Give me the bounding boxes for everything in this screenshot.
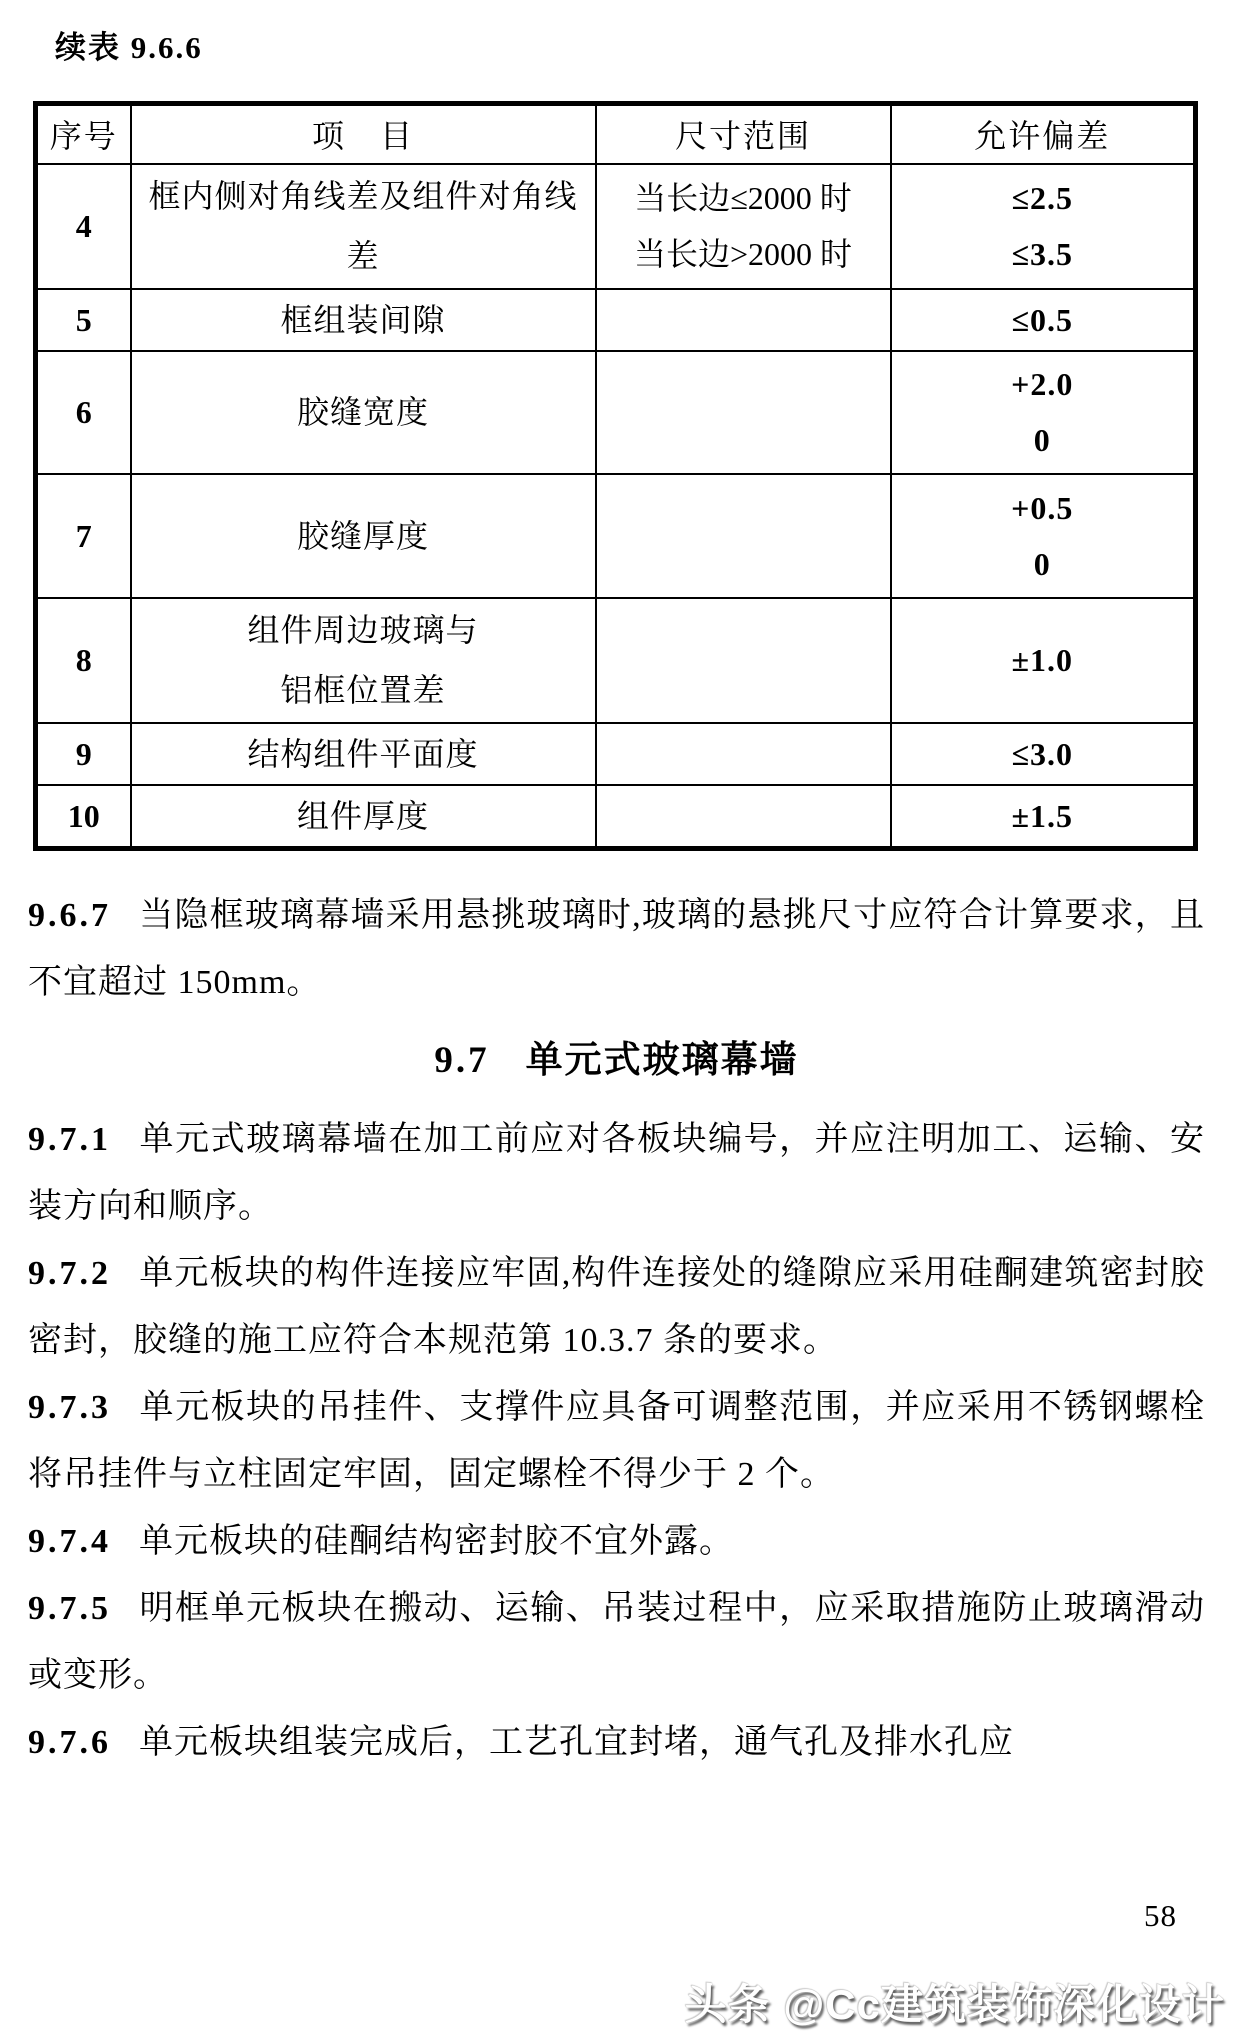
cell-line: 组件周边玻璃与 — [247, 612, 479, 648]
table-row — [36, 598, 1196, 723]
cell-item — [131, 785, 596, 849]
table-caption: 续表 9.6.6 — [55, 30, 203, 65]
clause-text: 单元板块组装完成后，工艺孔宜封堵，通气孔及排水孔应 — [139, 1724, 1014, 1761]
table-row — [36, 351, 1196, 474]
clause-text: 单元板块的构件连接应牢固,构件连接处的缝隙应采用硅酮建筑密封胶密封，胶缝的施工应符合本规范第 10.3.7 条的要求。 — [28, 1255, 1205, 1359]
cell-line: 6 — [75, 394, 92, 430]
clause-paragraph — [28, 1374, 1205, 1508]
watermark: 头条 @Cc建筑装饰深化设计 — [684, 1981, 1225, 2028]
clause-number: 9.7.6 — [28, 1724, 111, 1761]
clause-number: 9.7.4 — [28, 1523, 111, 1560]
cell-no — [36, 474, 131, 598]
section-heading — [28, 1032, 1205, 1090]
cell-line: ≤2.5 — [1011, 180, 1074, 216]
cell-tolerance — [891, 474, 1196, 598]
cell-item — [131, 723, 596, 785]
cell-line: 7 — [75, 517, 92, 554]
clause-paragraph — [28, 1709, 1205, 1776]
cell-line: +2.0 — [1011, 366, 1074, 402]
cell-line: ≤0.5 — [1011, 301, 1074, 338]
clause-text: 单元板块的硅酮结构密封胶不宜外露。 — [139, 1523, 734, 1560]
cell-tolerance — [891, 351, 1196, 474]
cell-range — [596, 351, 891, 474]
cell-range — [596, 723, 891, 785]
cell-no — [36, 785, 131, 849]
cell-line: 5 — [75, 301, 92, 338]
cell-line: 0 — [1033, 545, 1051, 582]
cell-line: 组件厚度 — [296, 797, 429, 834]
clause-number: 9.7.3 — [28, 1389, 111, 1426]
column-header: 序号 — [36, 104, 131, 164]
clause-number: 9.6.7 — [28, 897, 111, 934]
spec-table-header-row — [36, 104, 1196, 164]
cell-line: 胶缝厚度 — [296, 517, 429, 554]
cell-item — [131, 289, 596, 351]
section-title: 单元式玻璃幕墙 — [525, 1040, 799, 1081]
cell-line: 框内侧对角线差及组件对角线差 — [148, 178, 578, 274]
clause-number: 9.7.1 — [28, 1121, 111, 1158]
spec-table — [33, 101, 1198, 851]
clause-number: 9.7.5 — [28, 1590, 111, 1627]
clause-paragraph — [28, 882, 1205, 1016]
table-row — [36, 289, 1196, 351]
cell-line: 铝框位置差 — [280, 672, 446, 708]
column-header: 尺寸范围 — [596, 104, 891, 164]
cell-no — [36, 351, 131, 474]
table-row — [36, 474, 1196, 598]
cell-line: +0.5 — [1011, 489, 1074, 526]
table-row — [36, 164, 1196, 289]
clause-paragraph — [28, 1575, 1205, 1709]
cell-no — [36, 598, 131, 723]
column-header: 允许偏差 — [891, 104, 1196, 164]
cell-line: ≤3.5 — [1011, 236, 1074, 272]
cell-line: 10 — [67, 797, 100, 834]
cell-line: 8 — [75, 642, 92, 678]
cell-range — [596, 289, 891, 351]
clause-paragraph — [28, 1508, 1205, 1575]
cell-no — [36, 723, 131, 785]
cell-line: 4 — [75, 208, 92, 244]
clause-paragraph — [28, 1240, 1205, 1374]
cell-tolerance — [891, 164, 1196, 289]
cell-line: ≤3.0 — [1011, 735, 1074, 772]
cell-line: 结构组件平面度 — [247, 735, 479, 772]
cell-line: 胶缝宽度 — [296, 394, 429, 430]
cell-line: 当长边≤2000 时 — [634, 180, 852, 216]
document-body — [28, 882, 1205, 1776]
clause-text: 单元板块的吊挂件、支撑件应具备可调整范围，并应采用不锈钢螺栓将吊挂件与立柱固定牢固，固定螺栓不得少于 2 个。 — [28, 1389, 1205, 1493]
cell-line: 框组装间隙 — [280, 301, 446, 338]
table-row — [36, 785, 1196, 849]
cell-line: 9 — [75, 735, 92, 772]
cell-no — [36, 164, 131, 289]
cell-range — [596, 598, 891, 723]
spec-table-body — [36, 164, 1196, 849]
clause-text: 单元式玻璃幕墙在加工前应对各板块编号，并应注明加工、运输、安装方向和顺序。 — [28, 1121, 1205, 1225]
cell-line: ±1.5 — [1011, 797, 1074, 834]
cell-range — [596, 474, 891, 598]
section-number: 9.7 — [434, 1040, 490, 1081]
cell-tolerance — [891, 598, 1196, 723]
table-row — [36, 723, 1196, 785]
cell-tolerance — [891, 289, 1196, 351]
cell-item — [131, 164, 596, 289]
cell-line: 当长边>2000 时 — [633, 236, 853, 272]
cell-item — [131, 598, 596, 723]
cell-no — [36, 289, 131, 351]
spec-table-head — [36, 104, 1196, 164]
clause-paragraph — [28, 1106, 1205, 1240]
cell-item — [131, 351, 596, 474]
cell-range — [596, 164, 891, 289]
cell-line: ±1.0 — [1011, 642, 1074, 678]
cell-tolerance — [891, 785, 1196, 849]
cell-tolerance — [891, 723, 1196, 785]
clause-text: 当隐框玻璃幕墙采用悬挑玻璃时,玻璃的悬挑尺寸应符合计算要求，且不宜超过 150mm。 — [28, 897, 1205, 1001]
page-number: 58 — [1144, 1898, 1177, 1933]
clause-text: 明框单元板块在搬动、运输、吊装过程中，应采取措施防止玻璃滑动或变形。 — [28, 1590, 1205, 1694]
clause-number: 9.7.2 — [28, 1255, 111, 1292]
column-header: 项 目 — [131, 104, 596, 164]
cell-item — [131, 474, 596, 598]
cell-range — [596, 785, 891, 849]
cell-line: 0 — [1033, 422, 1051, 458]
